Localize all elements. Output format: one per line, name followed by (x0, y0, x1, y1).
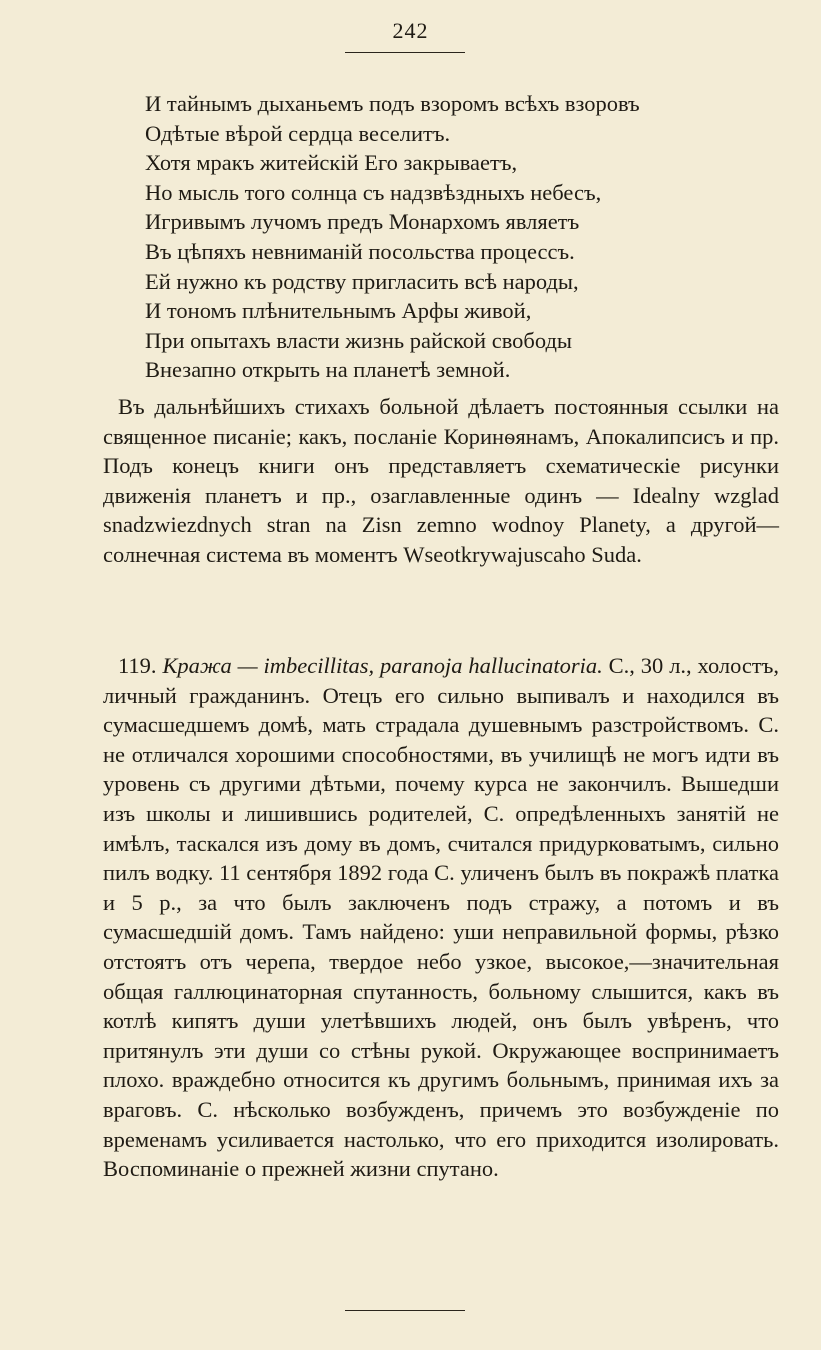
case-title: Кража — imbecillitas, paranoja hallucinatoria. (162, 653, 603, 678)
verse-line: Внезапно открыть на планетѣ земной. (145, 357, 511, 383)
verse-line: Одѣтые вѣрой сердца веселитъ. (145, 120, 451, 146)
verse-block (145, 89, 785, 385)
footer-rule (345, 1310, 465, 1311)
verse-line: И тономъ плѣнительнымъ Арфы живой, (145, 298, 532, 324)
verse-line: Ей нужно къ родству пригласить всѣ народы, (145, 268, 579, 294)
verse-line: Хотя мракъ житейскій Его закрываетъ, (145, 150, 518, 176)
case-text: С., 30 л., холостъ, личный гражданинъ. Отецъ его сильно выпивалъ и находился въ сумасшедшемъ домѣ, мать страдала душевнымъ разстройствомъ. С. не отличался хорошими способностями, въ училищѣ не могъ идти въ уровень съ другими дѣтьми, почему курса не закончилъ. Вышедши изъ школы и лишившись родителей, С. опредѣленныхъ занятій не имѣлъ, таскался изъ дому въ домъ, считался придурковатымъ, сильно пилъ водку. 11 сентября 1892 года С. уличенъ былъ въ покражѣ платка и 5 р., за что былъ заключенъ подъ стражу, а потомъ и въ сумасшедшій домъ. Тамъ найдено: уши неправильной формы, рѣзко отстоятъ отъ черепа, твердое небо узкое, высокое,—значительная общая галлюцинаторная спутанность, больному слышится, какъ въ котлѣ кипятъ души улетѣвшихъ людей, онъ былъ увѣренъ, что притянулъ эти души со стѣны рукой. Окружающее воспринимаетъ плохо. враждебно относится къ другимъ больнымъ, принимая ихъ за враговъ. С. нѣсколько возбужденъ, причемъ это возбужденіе по временамъ усиливается настолько, что его приходится изолировать. Воспоминаніе о прежней жизни спутано. (103, 653, 780, 1182)
header-rule (345, 52, 465, 53)
verse-line: Игривымъ лучомъ предъ Монархомъ являетъ (145, 209, 580, 235)
case-number: 119. (118, 653, 157, 678)
verse-line: Но мысль того солнца съ надзвѣздныхъ небесъ, (145, 179, 602, 205)
page-number: 242 (392, 18, 429, 43)
body-paragraph: Въ дальнѣйшихъ стихахъ больной дѣлаетъ постоянныя ссылки на священное писаніе; какъ, посланіе Коринѳянамъ, Апокалипсисъ и пр. Подъ конецъ книги онъ представляетъ схематическіе рисунки движенія планетъ и пр., озаглавленные одинъ — Idealny wzglad snadzwiezdnych stran na Zisn zemno wodnoy Planety, а другой—солнечная система въ моментъ Wseotkrywajuscaho Suda. (103, 394, 779, 567)
verse-line: Въ цѣпяхъ невниманій посольства процессъ. (145, 238, 575, 264)
case-paragraph (103, 651, 779, 1184)
verse-line: При опытахъ власти жизнь райской свободы (145, 327, 573, 353)
verse-line: И тайнымъ дыханьемъ подъ взоромъ всѣхъ взоровъ (145, 91, 640, 116)
